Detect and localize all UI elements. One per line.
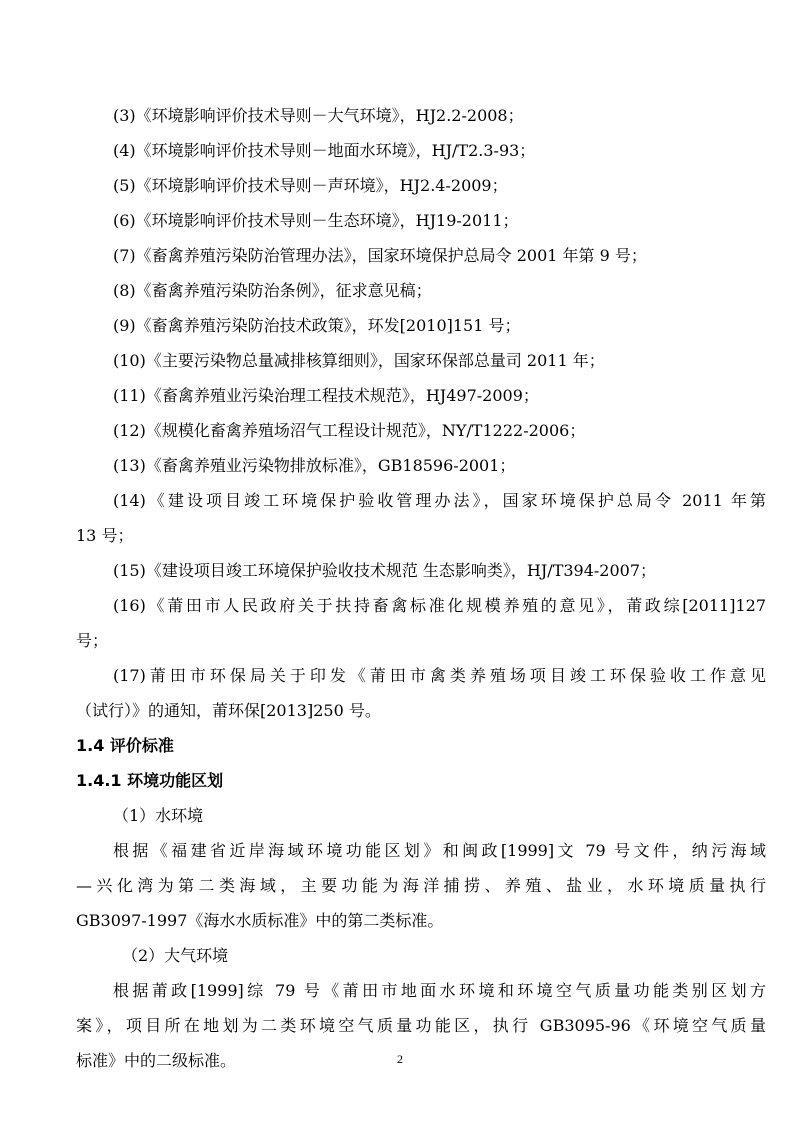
reference-item: (11)《畜禽养殖业污染治理工程技术规范》，HJ497-2009； [113, 386, 539, 405]
reference-item: (7)《畜禽养殖污染防治管理办法》，国家环境保护总局令 2001 年第 9 号； [113, 246, 647, 265]
section-heading-1-4-1: 1.4.1 环境功能区划 [76, 771, 224, 790]
subsection-label-air: （2）大气环境 [122, 946, 229, 965]
reference-item-17-line1: (17)莆田市环保局关于印发《莆田市禽类养殖场项目竣工环保验收工作意见 [113, 666, 766, 685]
reference-item: (8)《畜禽养殖污染防治条例》，征求意见稿； [113, 281, 432, 300]
reference-item-14-line2: 13 号； [76, 526, 134, 545]
reference-item: (10)《主要污染物总量减排核算细则》，国家环保部总量司 2011 年； [113, 351, 605, 370]
air-paragraph-line3: 标准》中的二级标准。 [76, 1051, 237, 1070]
reference-item: (6)《环境影响评价技术导则－生态环境》，HJ19-2011； [113, 211, 519, 230]
reference-item-16-line2: 号； [76, 631, 109, 650]
section-heading-1-4: 1.4 评价标准 [76, 736, 174, 755]
reference-item-17-line2: （试行）》的通知，莆环保[2013]250 号。 [76, 701, 381, 720]
reference-item-15: (15)《建设项目竣工环境保护验收技术规范 生态影响类》，HJ/T394-2007； [113, 561, 657, 580]
reference-item: (9)《畜禽养殖污染防治技术政策》，环发[2010]151 号； [113, 316, 521, 335]
reference-item: (12)《规模化畜禽养殖场沼气工程设计规范》，NY/T1222-2006； [113, 421, 586, 440]
reference-item: (4)《环境影响评价技术导则－地面水环境》，HJ/T2.3-93； [113, 141, 536, 160]
reference-item-16-line1: (16)《莆田市人民政府关于扶持畜禽标准化规模养殖的意见》，莆政综[2011]127 [113, 596, 766, 615]
reference-item-14-line1: (14)《建设项目竣工环境保护验收管理办法》，国家环境保护总局令 2011 年第 [113, 491, 766, 510]
air-paragraph-line2: 案》，项目所在地划为二类环境空气质量功能区，执行 GB3095-96《环境空气质量 [76, 1016, 766, 1035]
reference-item: (13)《畜禽养殖业污染物排放标准》，GB18596-2001； [113, 456, 516, 475]
document-page [76, 98, 766, 1078]
reference-item: (5)《环境影响评价技术导则－声环境》，HJ2.4-2009； [113, 176, 508, 195]
water-paragraph-line3: GB3097-1997《海水水质标准》中的第二类标准。 [76, 911, 444, 930]
water-paragraph-line2: —兴化湾为第二类海域，主要功能为海洋捕捞、养殖、盐业，水环境质量执行 [76, 876, 766, 895]
subsection-label-water: （1）水环境 [113, 806, 204, 825]
reference-item: (3)《环境影响评价技术导则－大气环境》，HJ2.2-2008； [113, 106, 524, 125]
page-number: 2 [397, 1052, 403, 1066]
air-paragraph-line1: 根据莆政[1999]综 79 号《莆田市地面水环境和环境空气质量功能类别区划方 [113, 981, 766, 1000]
water-paragraph-line1: 根据《福建省近岸海域环境功能区划》和闽政[1999]文 79 号文件，纳污海域 [113, 841, 766, 860]
